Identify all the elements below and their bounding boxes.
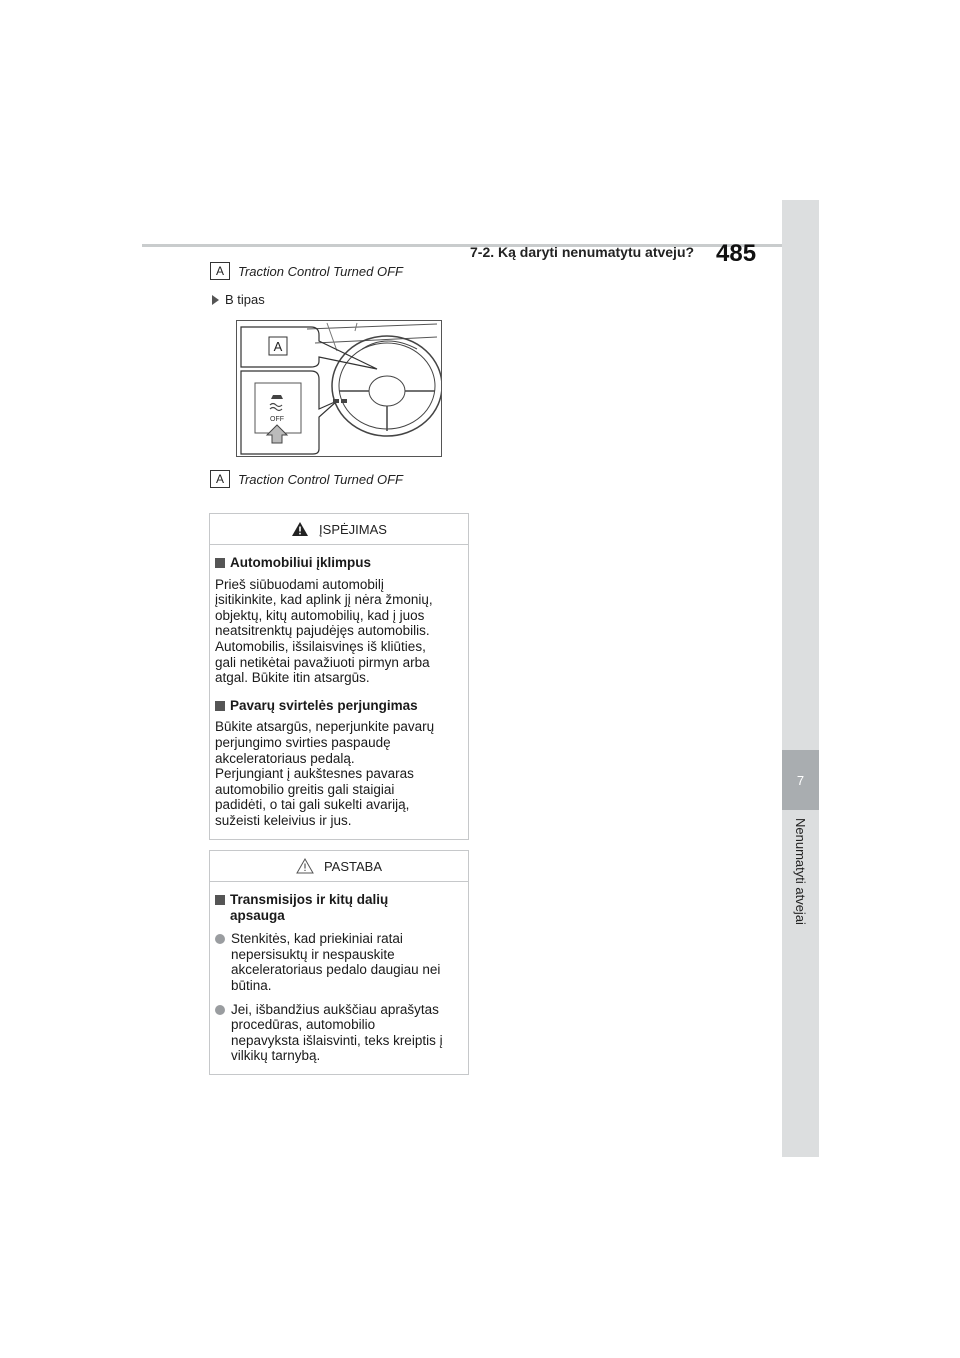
warning-section-title: Pavarų svirtelės perjungimas: [215, 698, 463, 714]
page-number: 485: [716, 240, 757, 267]
callout-badge: A: [210, 262, 230, 280]
section-title: 7-2. Ką daryti nenumatytu atveju?: [470, 244, 695, 260]
caption-text: Traction Control Turned OFF: [238, 263, 403, 279]
chapter-label: Nenumatyti atvejai: [793, 818, 808, 925]
notice-bullet: Jei, išbandžius aukščiau aprašytas procedūras, automobilio nepavyksta išlaisvinti, teks kreiptis į vilkikų tarnybą.: [215, 1002, 463, 1064]
notice-title: PASTABA: [323, 858, 383, 874]
subheading: [212, 292, 265, 307]
caution-triangle-outline-icon: [296, 858, 314, 874]
caption-text: Traction Control Turned OFF: [238, 471, 403, 487]
chapter-sidebar: [782, 200, 819, 1157]
notice-header: [210, 851, 468, 882]
triangle-bullet-icon: [212, 295, 219, 305]
warning-box: [209, 513, 469, 840]
caption-top: [210, 262, 403, 280]
steering-wheel-drawing: [237, 321, 441, 456]
square-bullet-icon: [215, 701, 225, 711]
warning-triangle-icon: [291, 521, 309, 537]
square-bullet-icon: [215, 895, 225, 905]
round-bullet-icon: [215, 1005, 225, 1015]
figure-callout-a: A: [273, 339, 283, 354]
notice-box: [209, 850, 469, 1075]
notice-section-title: Transmisijos ir kitų dalių apsauga: [215, 892, 463, 923]
dashboard-illustration: [236, 320, 442, 457]
square-bullet-icon: [215, 558, 225, 568]
callout-badge: A: [210, 470, 230, 488]
subheading-text: B tipas: [225, 292, 265, 307]
off-button-label: OFF: [270, 416, 284, 423]
round-bullet-icon: [215, 934, 225, 944]
notice-bullet: Stenkitės, kad priekiniai ratai nepersisuktų ir nespauskite akceleratoriaus pedalo daugiau nei būtina.: [215, 931, 463, 993]
caption-bottom: [210, 470, 403, 488]
warning-section-text: Būkite atsargūs, neperjunkite pavarų perjungimo svirties paspaudę akceleratoriaus pedalą. Perjungiant į aukštesnes pavaras automobilio greitis gali staigiai padidėti, o tai gali sukelti avariją, sužeisti keleivius ir jus.: [215, 719, 435, 828]
chapter-number-tab[interactable]: 7: [782, 750, 819, 810]
warning-section-title: Automobiliui įklimpus: [215, 555, 463, 571]
warning-header: [210, 514, 468, 545]
warning-title: ĮSPĖJIMAS: [319, 521, 387, 537]
warning-section-text: Prieš siūbuodami automobilį įsitikinkite, kad aplink jį nėra žmonių, objektų, kitų automobilių, kad į juos neatsitrenktų pajudėjęs automobilis. Automobilis, išsilaisvinęs iš kliūties, gali netikėtai pavažiuoti pirmyn arba atgal. Būkite itin atsargūs.: [215, 576, 433, 686]
